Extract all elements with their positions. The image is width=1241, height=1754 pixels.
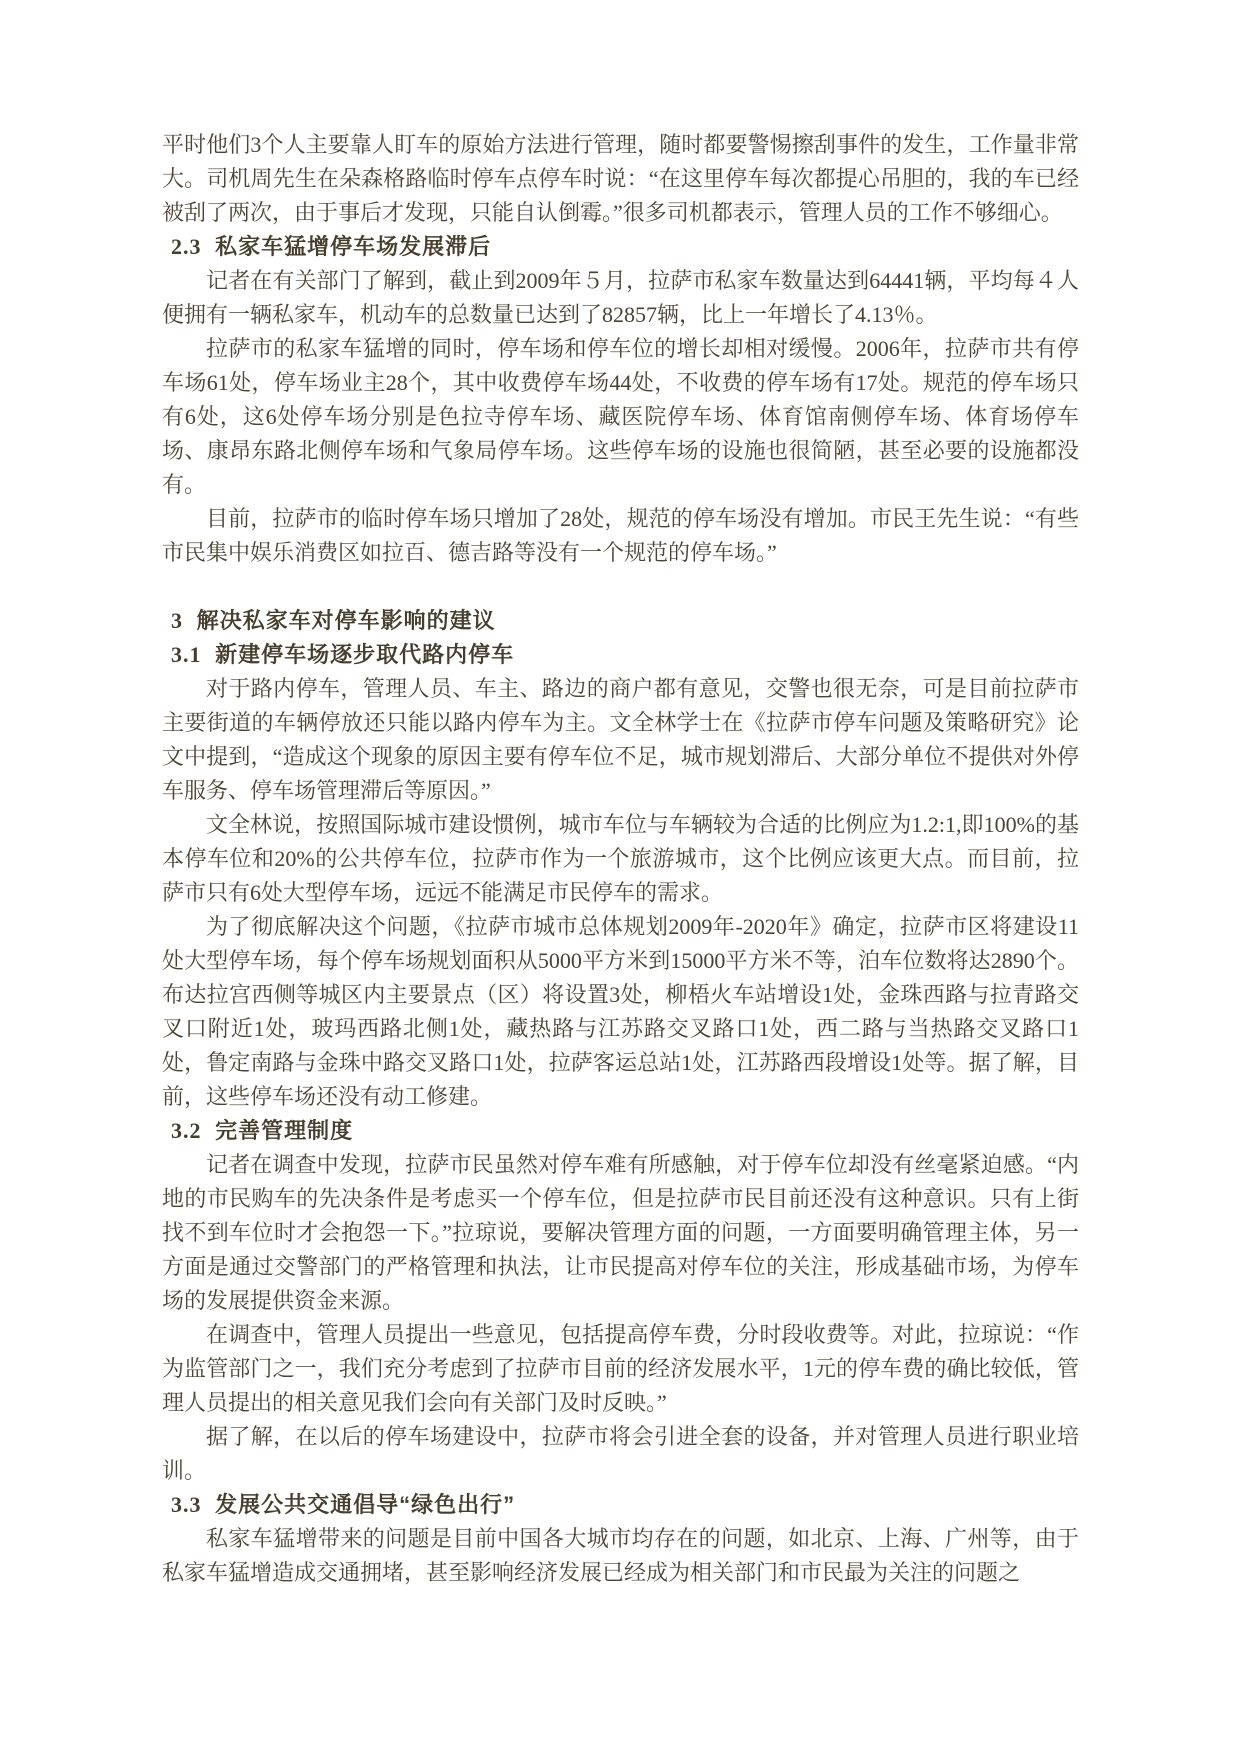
heading-number: 3: [171, 608, 183, 633]
heading-3-1-new-lots: [162, 638, 1079, 672]
heading-title: 完善管理制度: [215, 1118, 354, 1143]
paragraph-on-street-parking: 对于路内停车，管理人员、车主、路边的商户都有意见，交警也很无奈，可是目前拉萨市主要街道的车辆停放还只能以路内停车为主。文全林学士在《拉萨市停车问题及策略研究》论文中提到，“造成这个现象的原因主要有停车位不足，城市规划滞后、大部分单位不提供对外停车服务、停车场管理滞后等原因。”: [162, 676, 1079, 803]
paragraph-city-master-plan: 为了彻底解决这个问题，《拉萨市城市总体规划2009年-2020年》确定，拉萨市区将建设11处大型停车场，每个停车场规划面积从5000平方米到15000平方米不等，泊车位数将达2890个。布达拉宫西侧等城区内主要景点（区）将设置3处，柳梧火车站增设1处，金珠西路与拉青路交叉口附近1处，玻玛西路北侧1处，藏热路与江苏路交叉路口1处，西二路与当热路交叉路口1处，鲁定南路与金珠中路交叉路口1处，拉萨客运总站1处，江苏路西段增设1处等。据了解，目前，这些停车场还没有动工修建。: [162, 914, 1079, 1109]
heading-3-2-management-system: [162, 1114, 1079, 1148]
heading-3-suggestions: [162, 604, 1079, 638]
paragraph-parking-ratio: 文全林说，按照国际城市建设惯例，城市车位与车辆较为合适的比例应为1.2:1,即100%的基本停车位和20%的公共停车位，拉萨市作为一个旅游城市，这个比例应该更大点。而目前，拉萨市只有6处大型停车场，远远不能满足市民停车的需求。: [162, 812, 1079, 905]
heading-number: 3.1: [171, 642, 202, 667]
heading-title: 发展公共交通倡导“绿色出行”: [215, 1492, 516, 1517]
paragraph-citizen-awareness: 记者在调查中发现，拉萨市民虽然对停车难有所感触，对于停车位却没有丝毫紧迫感。“内地的市民购车的先决条件是考虑买一个停车位，但是拉萨市民目前还没有这种意识。只有上街找不到车位时才会抱怨一下。”拉琼说，要解决管理方面的问题，一方面要明确管理主体，另一方面是通过交警部门的严格管理和执法，让市民提高对停车位的关注，形成基础市场，为停车场的发展提供资金来源。: [162, 1152, 1079, 1313]
heading-number: 3.2: [171, 1118, 202, 1143]
heading-title: 解决私家车对停车影响的建议: [196, 608, 496, 633]
blank-line: [162, 570, 1079, 604]
paragraph-car-statistics: 记者在有关部门了解到，截止到2009年５月，拉萨市私家车数量达到64441辆，平均每４人便拥有一辆私家车，机动车的总数量已达到了82857辆，比上一年增长了4.13％。: [162, 268, 1079, 327]
paragraph-temporary-lots: 目前，拉萨市的临时停车场只增加了28处，规范的停车场没有增加。市民王先生说：“有些市民集中娱乐消费区如拉百、德吉路等没有一个规范的停车场。”: [162, 506, 1079, 565]
paragraph-parking-attendants: 平时他们3个人主要靠人盯车的原始方法进行管理，随时都要警惕擦刮事件的发生，工作量非常大。司机周先生在朵森格路临时停车点停车时说：“在这里停车每次都提心吊胆的，我的车已经被刮了两次，由于事后才发现，只能自认倒霉。”很多司机都表示，管理人员的工作不够细心。: [162, 132, 1079, 225]
heading-number: 3.3: [171, 1492, 202, 1517]
paragraph-equipment-training: 据了解，在以后的停车场建设中，拉萨市将会引进全套的设备，并对管理人员进行职业培训。: [162, 1424, 1079, 1483]
heading-2-3-private-car-surge: [162, 230, 1079, 264]
paragraph-parking-lot-growth: 拉萨市的私家车猛增的同时，停车场和停车位的增长却相对缓慢。2006年，拉萨市共有停车场61处，停车场业主28个，其中收费停车场44处，不收费的停车场有17处。规范的停车场只有6处，这6处停车场分别是色拉寺停车场、藏医院停车场、体育馆南侧停车场、体育场停车场、康昂东路北侧停车场和气象局停车场。这些停车场的设施也很简陋，甚至必要的设施都没有。: [162, 336, 1079, 497]
heading-title: 私家车猛增停车场发展滞后: [215, 234, 492, 259]
paragraph-fee-suggestions: 在调查中，管理人员提出一些意见，包括提高停车费，分时段收费等。对此，拉琼说：“作为监管部门之一，我们充分考虑到了拉萨市目前的经济发展水平，1元的停车费的确比较低，管理人员提出的相关意见我们会向有关部门及时反映。”: [162, 1322, 1079, 1415]
heading-title: 新建停车场逐步取代路内停车: [215, 642, 515, 667]
paragraph-national-problem: 私家车猛增带来的问题是目前中国各大城市均存在的问题，如北京、上海、广州等，由于私家车猛增造成交通拥堵，甚至影响经济发展已经成为相关部门和市民最为关注的问题之: [162, 1526, 1079, 1585]
heading-number: 2.3: [171, 234, 202, 259]
document-body: [162, 128, 1079, 1590]
heading-3-3-green-travel: [162, 1488, 1079, 1522]
